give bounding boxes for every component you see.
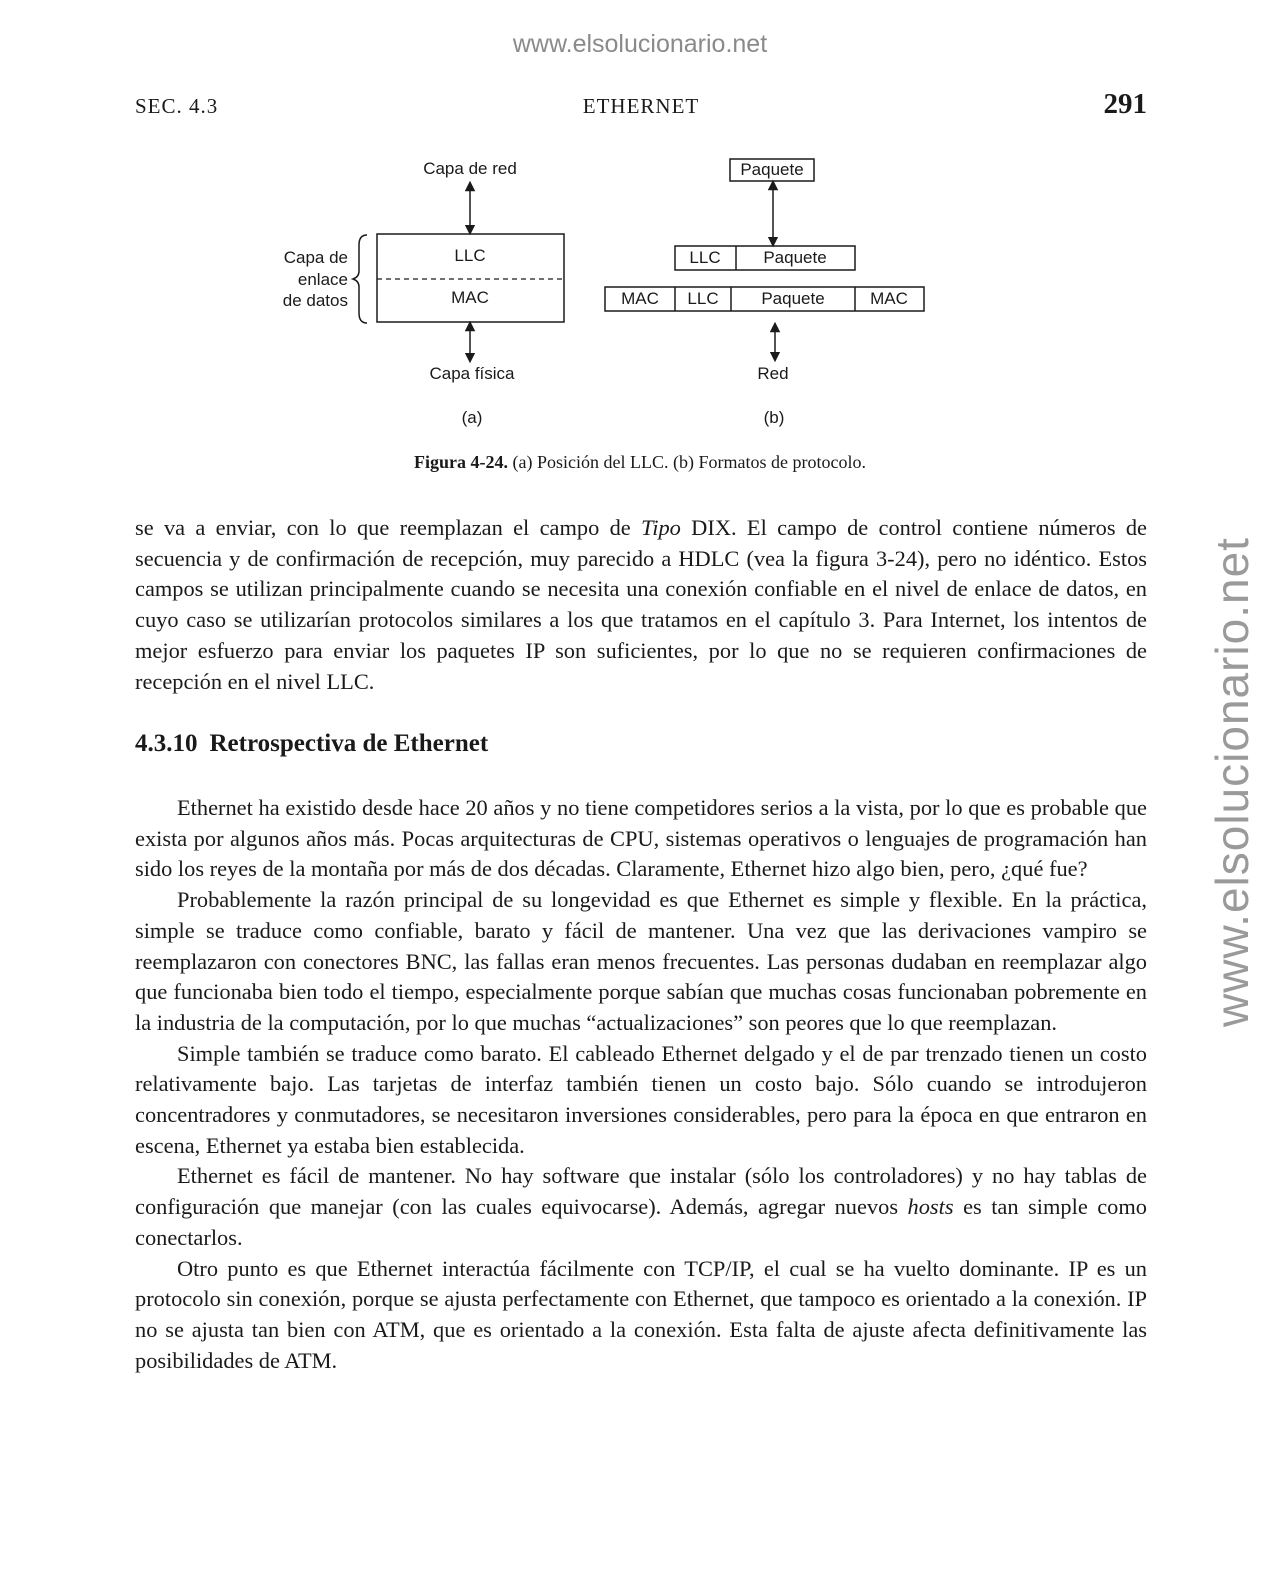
paragraph-3: Simple también se traduce como barato. El cableado Ethernet delgado y el de par trenzado tienen un costo relativamente bajo. Las tarjetas de interfaz también tienen un costo bajo. Sólo cuando se introdujeron concentradores y conmutadores, se necesitaron inversiones considerables, pero para la época en que entraron en escena, Ethernet ya estaba bien establecida. bbox=[135, 1040, 1147, 1158]
llc-frame-llc: LLC bbox=[689, 248, 721, 267]
mac-box-label: MAC bbox=[451, 288, 489, 307]
section-body bbox=[135, 793, 1147, 1376]
caption-label: Figura 4-24. bbox=[414, 452, 509, 472]
section-title: Retrospectiva de Ethernet bbox=[209, 730, 489, 757]
bracket-label-line-3: de datos bbox=[282, 291, 348, 310]
figure-diagram bbox=[260, 150, 940, 440]
figure-caption bbox=[0, 452, 1280, 473]
llc-box-label: LLC bbox=[454, 246, 486, 265]
chapter-title: ETHERNET bbox=[582, 94, 700, 118]
network-layer-label: Capa de red bbox=[423, 159, 517, 178]
paragraph-1: Ethernet ha existido desde hace 20 años y no tiene competidores serios a la vista, por lo que es probable que exista por algunos años más. Pocas arquitecturas de CPU, sistemas operativos o lenguajes de programación han sido los reyes de la montaña por más de dos décadas. Claramente, Ethernet hizo algo bien, pero, ¿qué fue? bbox=[135, 795, 1147, 882]
italic-term-hosts: hosts bbox=[907, 1194, 954, 1220]
mac-frame-packet: Paquete bbox=[761, 289, 825, 308]
mac-frame-mac-trailer: MAC bbox=[870, 289, 908, 308]
bracket-label-line-2: enlace bbox=[297, 270, 348, 289]
watermark-side: www.elsolucionario.net bbox=[1206, 537, 1258, 1027]
section-heading bbox=[135, 730, 488, 758]
llc-frame-packet: Paquete bbox=[763, 248, 827, 267]
running-head bbox=[135, 88, 1147, 124]
panel-a-label: (a) bbox=[461, 408, 483, 427]
mac-frame-llc: LLC bbox=[687, 289, 719, 308]
paragraph-2: Probablemente la razón principal de su longevidad es que Ethernet es simple y flexible. En la práctica, simple se traduce como confiable, barato y fácil de mantener. Una vez que las derivaciones vampiro se reemplazaron con conectores BNC, las fallas eran menos frecuentes. Las personas dudaban en reemplazar algo que funcionaba bien todo el tiempo, especialmente porque sabían que muchas cosas funcionaban pobremente en la industria de la computación, por lo que muchas “actualizaciones” son peores que lo que reemplazan. bbox=[135, 887, 1147, 1035]
packet-box-label: Paquete bbox=[740, 160, 804, 179]
intro-paragraph: se va a enviar, con lo que reemplazan el campo de Tipo DIX. El campo de control contiene números de secuencia y de confirmación de recepción, muy parecido a HDLC (vea la figura 3-24), pero no idéntico. Estos campos se utilizan principalmente cuando se necesita una conexión confiable en el nivel de enlace de datos, en cuyo caso se utilizarían protocolos similares a los que tratamos en el capítulo 3. Para Internet, los intentos de mejor esfuerzo para enviar los paquetes IP son suficientes, por lo que no se requieren confirmaciones de recepción en el nivel LLC. bbox=[135, 515, 1147, 694]
panel-b-label: (b) bbox=[763, 408, 785, 427]
bracket bbox=[353, 235, 367, 323]
section-label: SEC. 4.3 bbox=[135, 94, 219, 118]
section-number: 4.3.10 bbox=[135, 730, 198, 757]
figure-4-24 bbox=[260, 150, 940, 440]
watermark-top: www.elsolucionario.net bbox=[512, 30, 768, 58]
paragraph-5: Otro punto es que Ethernet interactúa fácilmente con TCP/IP, el cual se ha vuelto dominante. IP es un protocolo sin conexión, porque se ajusta perfectamente con Ethernet, que tampoco es orientado a la conexión. IP no se ajusta tan bien con ATM, que es orientado a la conexión. Esta falta de ajuste afecta definitivamente las posibilidades de ATM. bbox=[135, 1255, 1147, 1373]
bracket-label-line-1: Capa de bbox=[283, 248, 348, 267]
italic-term-tipo: Tipo bbox=[641, 515, 681, 540]
network-label: Red bbox=[757, 364, 789, 383]
caption-text: (a) Posición del LLC. (b) Formatos de protocolo. bbox=[512, 452, 866, 472]
page-number: 291 bbox=[1103, 88, 1147, 120]
paragraph-4: Ethernet es fácil de mantener. No hay software que instalar (sólo los controladores) y no hay tablas de configuración que manejar (con las cuales equivocarse). Además, agregar nuevos hosts es tan simple como conectarlos. bbox=[135, 1163, 1147, 1250]
physical-layer-label: Capa física bbox=[429, 364, 515, 383]
mac-frame-mac-header: MAC bbox=[621, 289, 659, 308]
